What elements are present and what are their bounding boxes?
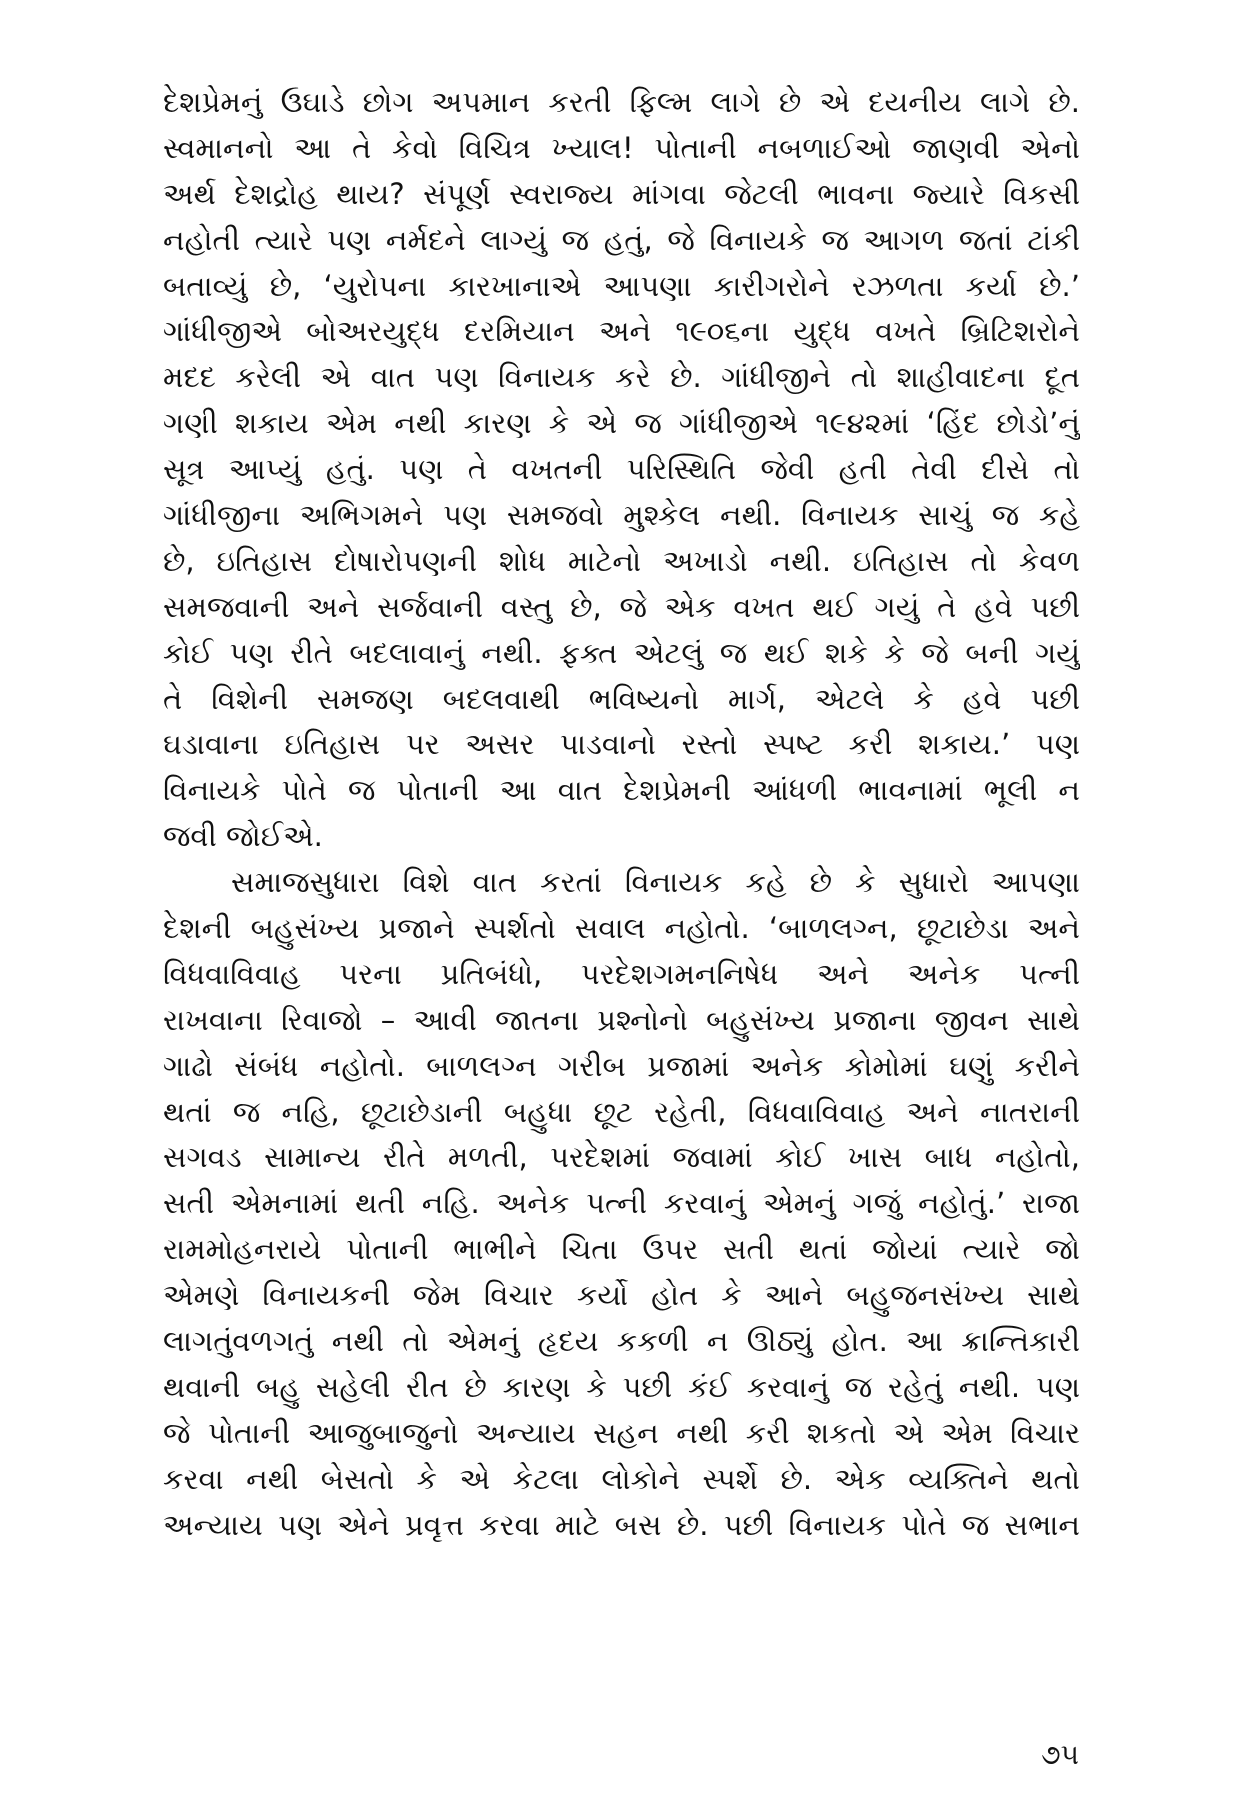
text-line: જવી જોઈએ. [163, 819, 323, 854]
text-line: સમાજસુધારા વિશે વાત કરતાં વિનાયક કહે છે કે સુધારો આપણા [231, 865, 1080, 900]
paragraph-2 [163, 860, 1080, 1548]
text-line: અર્થ દેશદ્રોહ થાય? સંપૂર્ણ સ્વરાજ્ય માંગવા જેટલી ભાવના જ્યારે વિકસી [163, 176, 1080, 211]
text-line: સતી એમનામાં થતી નહિ. અનેક પત્ની કરવાનું એમનું ગજું નહોતું.’ રાજા [163, 1186, 1080, 1221]
text-line: દેશપ્રેમનું ઉઘાડે છોગ અપમાન કરતી ફિલ્મ લાગે છે એ દયનીય લાગે છે. [163, 85, 1080, 119]
text-line: ગણી શકાય એમ નથી કારણ કે એ જ ગાંધીજીએ ૧૯૪૨માં ‘હિંદ છોડો’નું [163, 406, 1080, 441]
text-line: સમજવાની અને સર્જવાની વસ્તુ છે, જે એક વખત થઈ ગયું તે હવે પછી [163, 589, 1080, 624]
body-text [163, 80, 1080, 1549]
text-line: કરવા નથી બેસતો કે એ કેટલા લોકોને સ્પર્શે છે. એક વ્યક્તિને થતો [163, 1461, 1080, 1496]
text-line: એમણે વિનાયકની જેમ વિચાર કર્યો હોત કે આને બહુજનસંખ્ય સાથે [163, 1278, 1080, 1313]
text-line: ઘડાવાના ઇતિહાસ પર અસર પાડવાનો રસ્તો સ્પષ્ટ કરી શકાય.’ પણ [163, 727, 1080, 762]
text-line: રાખવાના રિવાજો – આવી જાતના પ્રશ્નોનો બહુસંખ્ય પ્રજાના જીવન સાથે [163, 1002, 1080, 1037]
text-line: તે વિશેની સમજણ બદલવાથી ભવિષ્યનો માર્ગ, એટલે કે હવે પછી [163, 681, 1080, 716]
paragraph-1 [163, 80, 1080, 860]
text-line: થવાની બહુ સહેલી રીત છે કારણ કે પછી કંઈ કરવાનું જ રહેતું નથી. પણ [163, 1369, 1080, 1404]
text-line: ગાઢો સંબંધ નહોતો. બાળલગ્ન ગરીબ પ્રજામાં અનેક કોમોમાં ઘણું કરીને [163, 1048, 1080, 1083]
text-line: વિનાયકે પોતે જ પોતાની આ વાત દેશપ્રેમની આંધળી ભાવનામાં ભૂલી ન [163, 773, 1080, 808]
text-line: દેશની બહુસંખ્ય પ્રજાને સ્પર્શતો સવાલ નહોતો. ‘બાળલગ્ન, છૂટાછેડા અને [163, 911, 1080, 946]
text-line: લાગતુંવળગતું નથી તો એમનું હૃદય કકળી ન ઊઠ્યું હોત. આ ક્રાન્તિકારી [163, 1324, 1080, 1359]
text-line: ગાંધીજીના અભિગમને પણ સમજવો મુશ્કેલ નથી. વિનાયક સાચું જ કહે [163, 498, 1080, 533]
text-line: છે, ઇતિહાસ દોષારોપણની શોધ માટેનો અખાડો નથી. ઇતિહાસ તો કેવળ [163, 543, 1080, 578]
text-line: ગાંધીજીએ બોઅરયુદ્ધ દરમિયાન અને ૧૯૦૬ના યુદ્ધ વખતે બ્રિટિશરોને [163, 314, 1080, 349]
text-line: વિધવાવિવાહ પરના પ્રતિબંધો, પરદેશગમનનિષેધ અને અનેક પત્ની [163, 956, 1080, 991]
text-line: સૂત્ર આપ્યું હતું. પણ તે વખતની પરિસ્થિતિ જેવી હતી તેવી દીસે તો [163, 452, 1080, 487]
text-line: સગવડ સામાન્ય રીતે મળતી, પરદેશમાં જવામાં કોઈ ખાસ બાધ નહોતો, [163, 1140, 1080, 1175]
text-line: મદદ કરેલી એ વાત પણ વિનાયક કરે છે. ગાંધીજીને તો શાહીવાદના દૂત [163, 360, 1080, 395]
text-line: અન્યાય પણ એને પ્રવૃત્ત કરવા માટે બસ છે. પછી વિનાયક પોતે જ સભાન [163, 1507, 1080, 1542]
text-line: સ્વમાનનો આ તે કેવો વિચિત્ર ખ્યાલ! પોતાની નબળાઈઓ જાણવી એનો [163, 130, 1080, 165]
text-line: બતાવ્યું છે, ‘યુરોપના કારખાનાએ આપણા કારીગરોને રઝળતા કર્યા છે.’ [163, 268, 1080, 303]
text-line: થતાં જ નહિ, છૂટાછેડાની બહુધા છૂટ રહેતી, વિધવાવિવાહ અને નાતરાની [163, 1094, 1080, 1129]
text-line: રામમોહનરાયે પોતાની ભાભીને ચિતા ઉપર સતી થતાં જોયાં ત્યારે જો [163, 1232, 1080, 1267]
text-line: કોઈ પણ રીતે બદલાવાનું નથી. ફક્ત એટલું જ થઈ શકે કે જે બની ગયું [163, 635, 1080, 670]
text-line: જે પોતાની આજુબાજુનો અન્યાય સહન નથી કરી શકતો એ એમ વિચાર [163, 1415, 1080, 1450]
page-number: ૭૫ [1041, 1738, 1079, 1771]
text-line: નહોતી ત્યારે પણ નર્મદને લાગ્યું જ હતું, જે વિનાયકે જ આગળ જતાં ટાંકી [163, 222, 1080, 257]
